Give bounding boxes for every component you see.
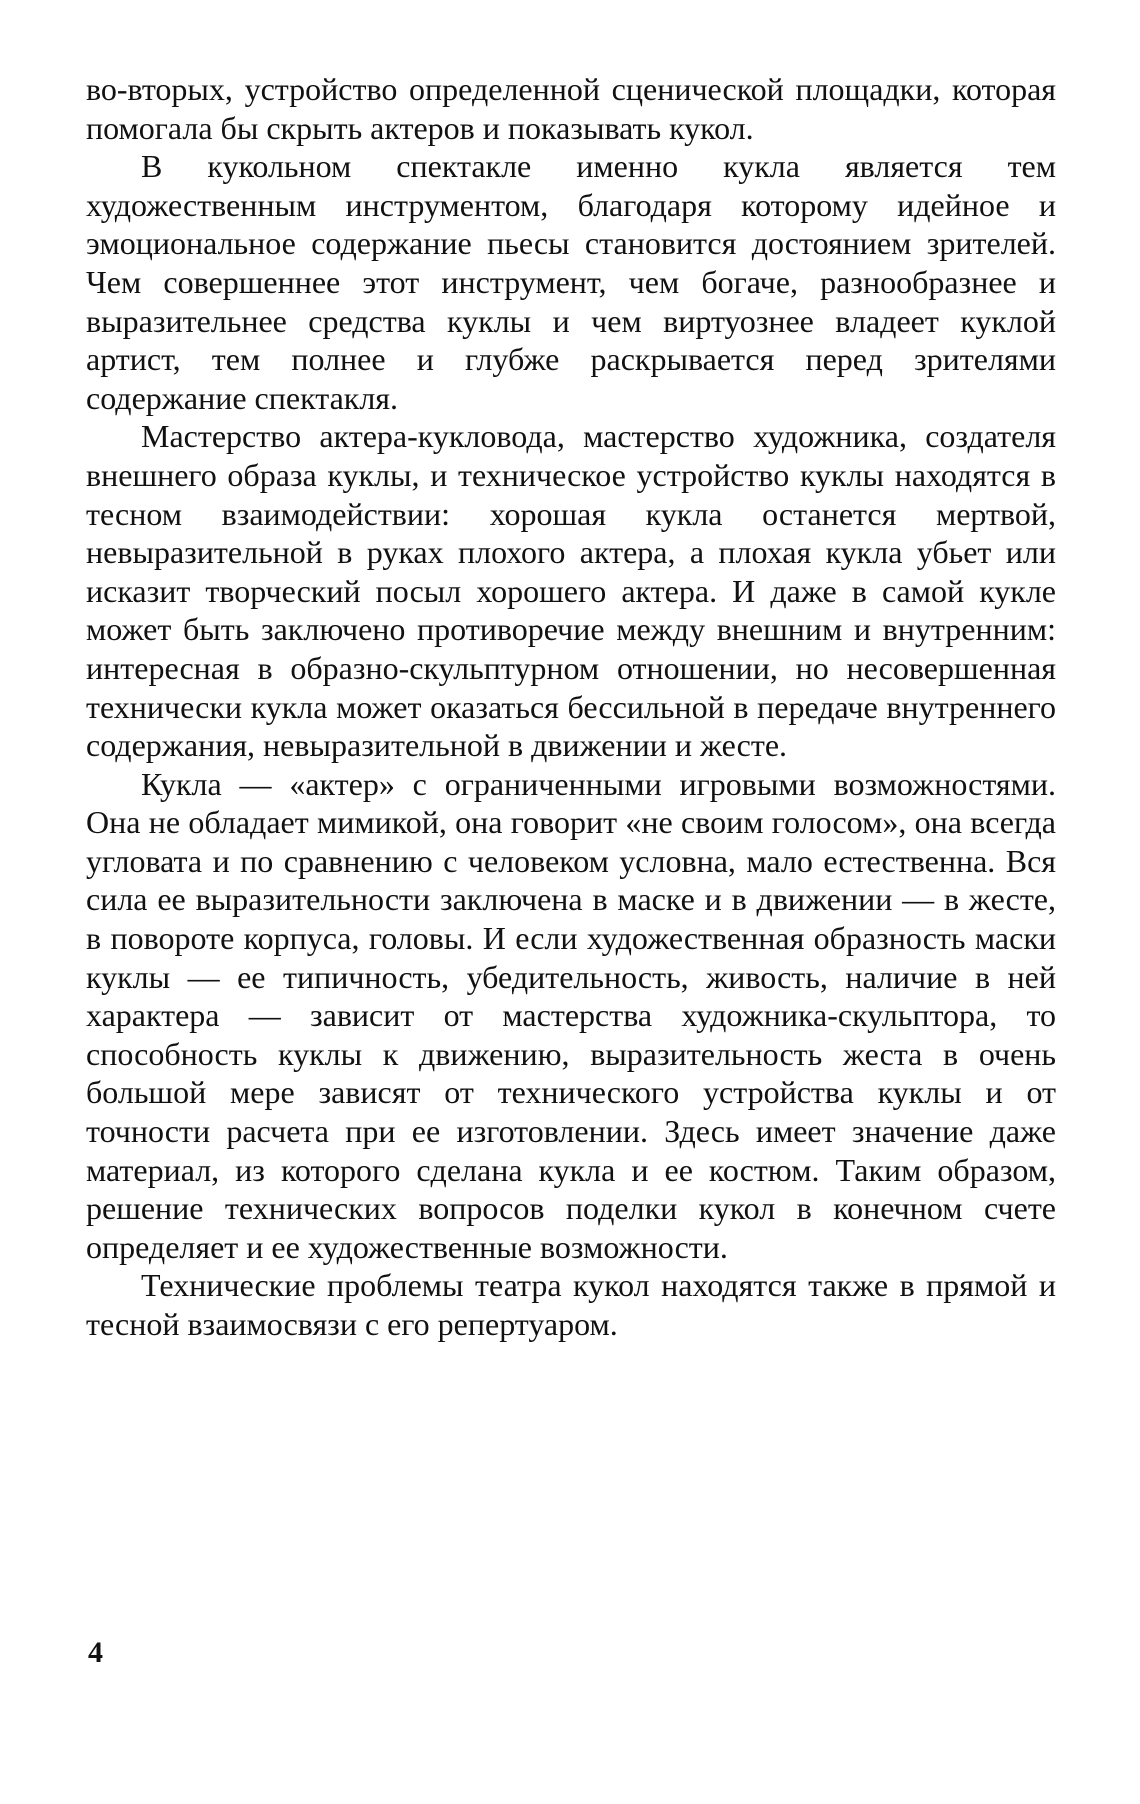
paragraph-mastery: Мастерство актера-кукловода, мастерство художника, создателя внешнего образа куклы, и техническое устройство куклы находятся в тесном взаимодействии: хорошая кукла останется мертвой, невыразительной в руках плохого актера, а плохая кукла убьет или исказит творческий посыл хорошего актера. И даже в самой кукле может быть заключено противоречие между внешним и внутренним: интересная в образно-скульптурном отношении, но несовершенная технически кукла может оказаться бессильной в передаче внутреннего содержания, невыразительной в движении и жесте. xyxy=(86,418,1056,764)
paragraph-doll-actor: Кукла — «актер» с ограниченными игровыми возможностями. Она не обладает мимикой, она говорит «не своим голосом», она всегда угловата и по сравнению с человеком условна, мало естественна. Вся сила ее выразительности заключена в маске и в движении — в жесте, в повороте корпуса, головы. И если художественная образность маски куклы — ее типичность, убедительность, живость, наличие в ней характера — зависит от мастерства художника-скульптора, то способность куклы к движению, выразительность жеста в очень большой мере зависят от технического устройства куклы и от точности расчета при ее изготовлении. Здесь имеет значение даже материал, из которого сделана кукла и ее костюм. Таким образом, решение технических вопросов поделки кукол в конечном счете определяет и ее художественные возможности. xyxy=(86,765,1056,1265)
paragraph-repertoire: Технические проблемы театра кукол находятся также в прямой и тесной взаимосвязи с его репертуаром. xyxy=(86,1267,1056,1342)
paragraph-doll-instrument: В кукольном спектакле именно кукла является тем художественным инструментом, благодаря которому идейное и эмоциональное содержание пьесы становится достоянием зрителей. Чем совершеннее этот инструмент, чем богаче, разнообразнее и выразительнее средства куклы и чем виртуознее владеет куклой артист, тем полнее и глубже раскрывается перед зрителями содержание спектакля. xyxy=(86,148,1056,416)
page-text xyxy=(86,70,1056,1344)
paragraph-continuation: во-вторых, устройство определенной сценической площадки, которая помогала бы скрыть актеров и показывать кукол. xyxy=(86,71,1056,146)
page-number: 4 xyxy=(88,1636,103,1669)
